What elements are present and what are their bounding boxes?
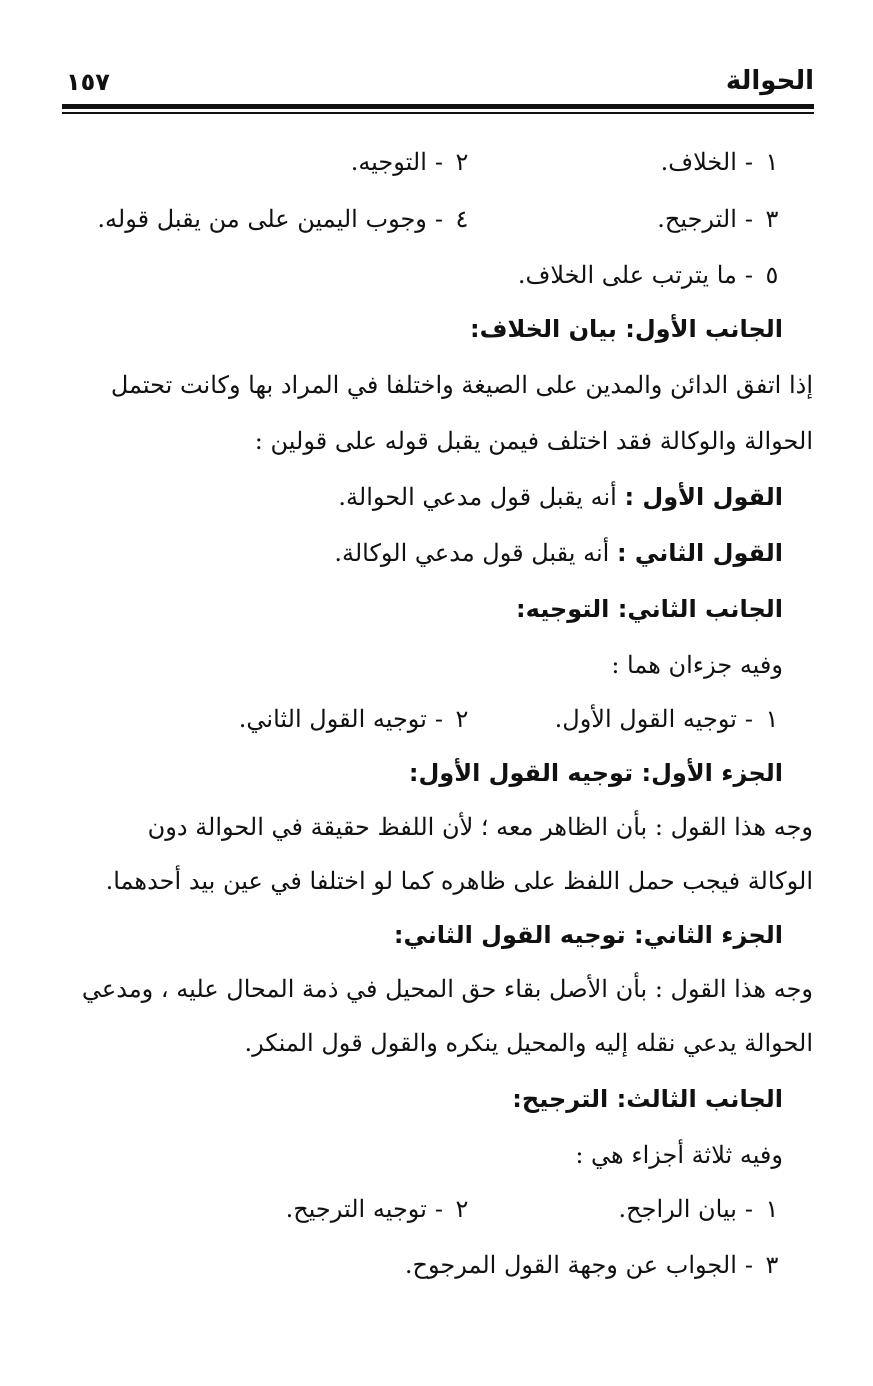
opinion-label: القول الثاني :: [616, 539, 783, 567]
running-title: الحوالة: [725, 66, 814, 96]
outline-item: ٢-توجيه الترجيح.: [285, 1195, 469, 1223]
outline-item: ١-توجيه القول الأول.: [554, 705, 779, 733]
paragraph-line: وجه هذا القول : بأن الأصل بقاء حق المحيل في ذمة المحال عليه ، ومدعي: [81, 975, 813, 1003]
opinion-label: القول الأول :: [624, 483, 783, 511]
outline-item: ٢-التوجيه.: [350, 148, 469, 176]
page-number: ١٥٧: [66, 68, 110, 96]
section-heading: الجانب الثاني: التوجيه:: [516, 595, 783, 623]
paragraph-line: الوكالة فيجب حمل اللفظ على ظاهره كما لو اختلفا في عين بيد أحدهما.: [105, 867, 813, 895]
opinion-line: [334, 536, 783, 570]
outline-item: ٢-توجيه القول الثاني.: [238, 705, 469, 733]
paragraph-line: الحوالة يدعي نقله إليه والمحيل ينكره والقول قول المنكر.: [244, 1029, 813, 1057]
paragraph-line: وجه هذا القول : بأن الظاهر معه ؛ لأن اللفظ حقيقة في الحوالة دون: [147, 813, 813, 841]
outline-item: ١-بيان الراجح.: [618, 1195, 779, 1223]
running-header: [62, 62, 814, 102]
outline-item: ٣-الترجيح.: [657, 205, 779, 233]
section-heading: الجانب الثالث: الترجيح:: [512, 1085, 783, 1113]
paragraph-line: إذا اتفق الدائن والمدين على الصيغة واختلفا في المراد بها وكانت تحتمل: [110, 371, 813, 399]
opinion-text: أنه يقبل قول مدعي الوكالة.: [334, 539, 610, 567]
intro-line: وفيه جزءان هما :: [611, 651, 783, 679]
paragraph-line: الحوالة والوكالة فقد اختلف فيمن يقبل قوله على قولين :: [254, 427, 813, 455]
section-heading: الجزء الأول: توجيه القول الأول:: [408, 759, 783, 787]
header-rule-thin: [62, 112, 814, 114]
section-heading: الجزء الثاني: توجيه القول الثاني:: [393, 921, 783, 949]
outline-item: ٣-الجواب عن وجهة القول المرجوح.: [404, 1251, 779, 1279]
opinion-line: [338, 480, 783, 514]
intro-line: وفيه ثلاثة أجزاء هي :: [575, 1141, 783, 1169]
section-heading: الجانب الأول: بيان الخلاف:: [469, 315, 783, 343]
outline-item: ٤-وجوب اليمين على من يقبل قوله.: [97, 205, 469, 233]
outline-item: ٥-ما يترتب على الخلاف.: [517, 261, 779, 289]
header-rule-thick: [62, 104, 814, 109]
opinion-text: أنه يقبل قول مدعي الحوالة.: [338, 483, 617, 511]
outline-item: ١-الخلاف.: [660, 148, 779, 176]
